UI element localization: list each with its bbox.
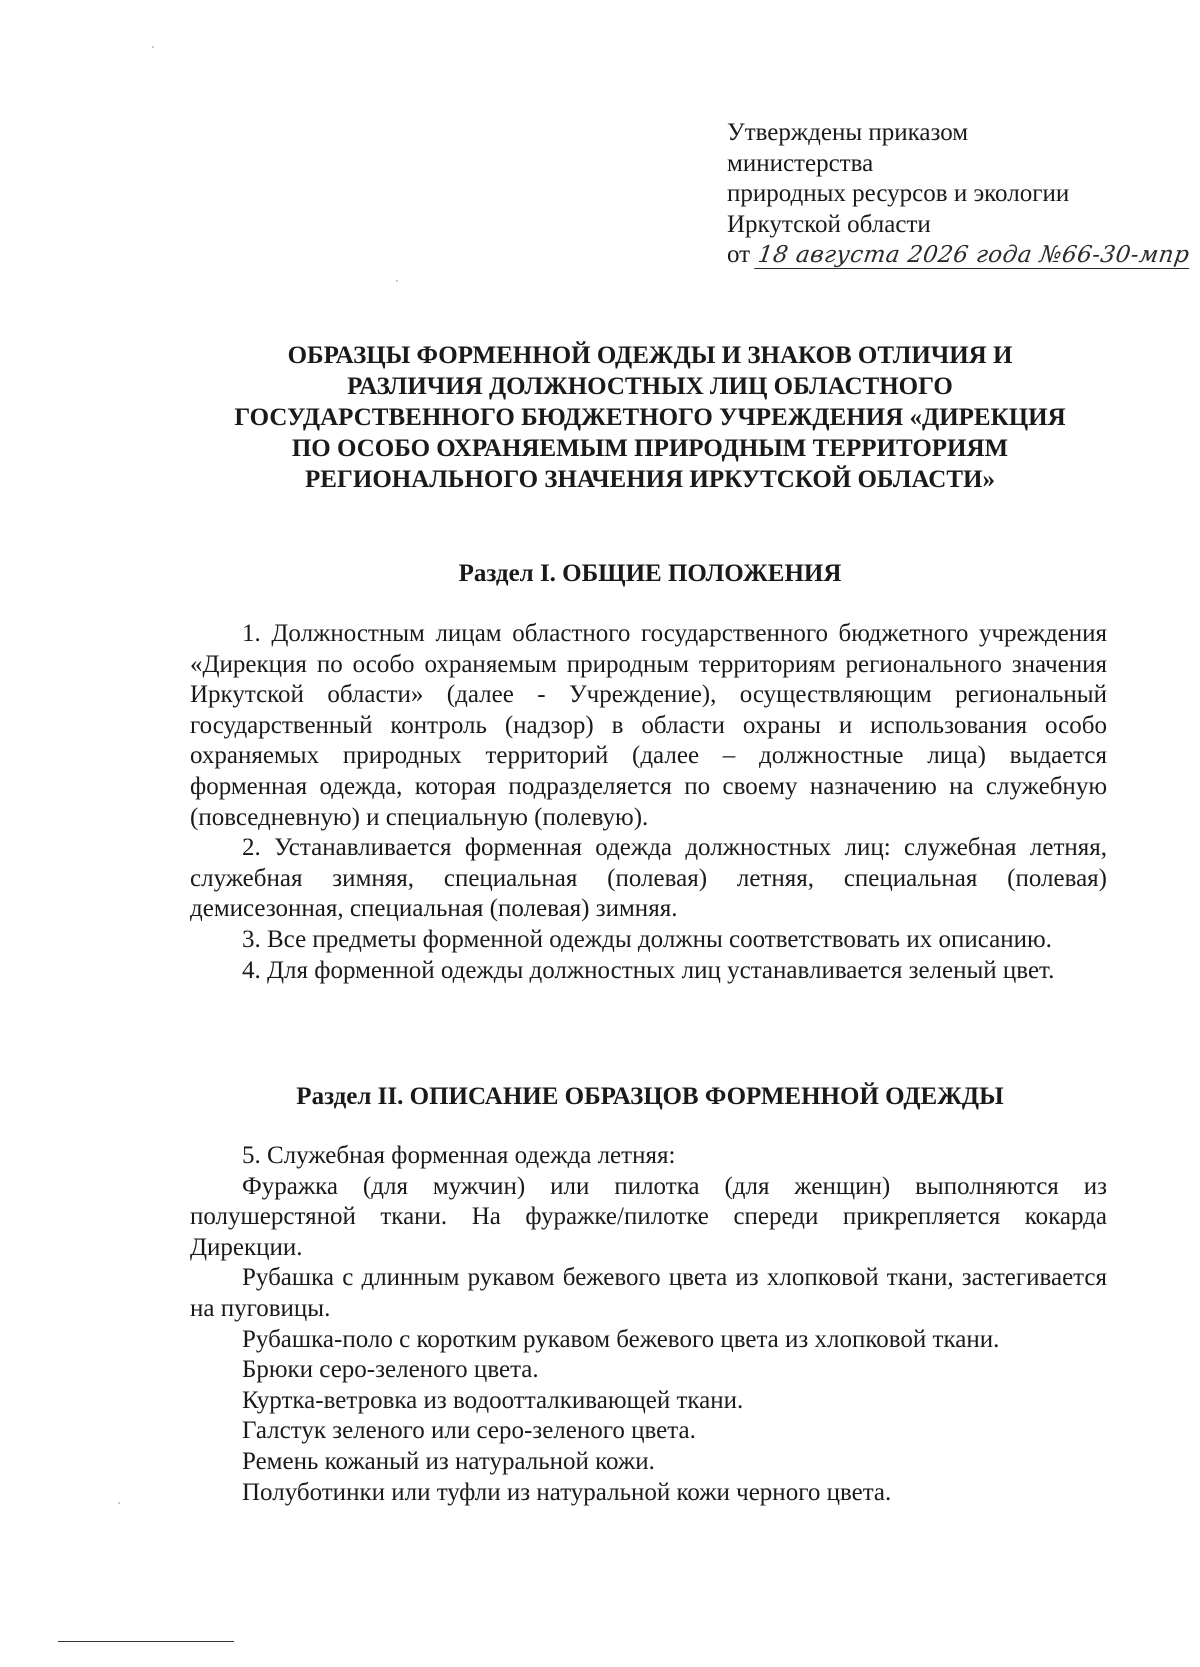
paragraph-12: Ремень кожаный из натуральной кожи. bbox=[242, 1447, 655, 1475]
paragraph-7: Рубашка с длинным рукавом бежевого цвета из хлопковой ткани, застегивается на пуговицы. bbox=[190, 1264, 1107, 1322]
title-line-4: ПО ОСОБО ОХРАНЯЕМЫМ ПРИРОДНЫМ ТЕРРИТОРИЯМ bbox=[291, 435, 1009, 462]
handwritten-order-date: 18 августа 2026 года №66-30-мпр bbox=[754, 242, 1193, 269]
title-line-5: РЕГИОНАЛЬНОГО ЗНАЧЕНИЯ ИРКУТСКОЙ ОБЛАСТИ» bbox=[305, 466, 995, 493]
approval-line-1: Утверждены приказом bbox=[727, 119, 969, 146]
title-line-2: РАЗЛИЧИЯ ДОЛЖНОСТНЫХ ЛИЦ ОБЛАСТНОГО bbox=[347, 373, 953, 400]
approval-block bbox=[727, 118, 1192, 271]
section-2-heading: Раздел II. ОПИСАНИЕ ОБРАЗЦОВ ФОРМЕННОЙ ОДЕЖДЫ bbox=[296, 1083, 1004, 1110]
paragraph-10: Куртка-ветровка из водоотталкивающей ткани. bbox=[242, 1386, 744, 1414]
section-1-heading: Раздел I. ОБЩИЕ ПОЛОЖЕНИЯ bbox=[458, 560, 842, 587]
title-line-1: ОБРАЗЦЫ ФОРМЕННОЙ ОДЕЖДЫ И ЗНАКОВ ОТЛИЧИЯ И bbox=[287, 342, 1013, 369]
title-line-3: ГОСУДАРСТВЕННОГО БЮДЖЕТНОГО УЧРЕЖДЕНИЯ «ДИРЕКЦИЯ bbox=[234, 404, 1066, 431]
paragraph-13: Полуботинки или туфли из натуральной кожи черного цвета. bbox=[242, 1478, 892, 1506]
paragraph-5: 5. Служебная форменная одежда летняя: bbox=[242, 1142, 676, 1169]
section-2-body bbox=[190, 1141, 1107, 1508]
paragraph-4: 4. Для форменной одежды должностных лиц устанавливается зеленый цвет. bbox=[242, 956, 1055, 984]
paragraph-8: Рубашка-поло с коротким рукавом бежевого цвета из хлопковой ткани. bbox=[242, 1325, 1000, 1353]
section-1-body bbox=[190, 619, 1107, 986]
paragraph-3: 3. Все предметы форменной одежды должны соответствовать их описанию. bbox=[242, 925, 1052, 953]
paragraph-6: Фуражка (для мужчин) или пилотка (для женщин) выполняются из полушерстяной ткани. На фуражке/пилотке спереди прикрепляется кокарда Дирекции. bbox=[190, 1172, 1107, 1261]
paragraph-2: 2. Устанавливается форменная одежда должностных лиц: служебная летняя, служебная зимняя, специальная (полевая) летняя, специальная (полевая) демисезонная, специальная (полевая) зимняя. bbox=[190, 834, 1107, 923]
approval-date-prefix: от bbox=[727, 241, 751, 268]
approval-date-line bbox=[727, 240, 1192, 271]
approval-line-3: природных ресурсов и экологии bbox=[727, 180, 1070, 207]
scan-speck bbox=[152, 46, 154, 48]
scan-speck bbox=[396, 280, 398, 282]
scan-speck bbox=[118, 1502, 120, 1504]
footnote-separator bbox=[58, 1641, 234, 1642]
document-title bbox=[150, 340, 1150, 495]
paragraph-9: Брюки серо-зеленого цвета. bbox=[242, 1356, 539, 1384]
paragraph-11: Галстук зеленого или серо-зеленого цвета. bbox=[242, 1417, 696, 1445]
approval-line-2: министерства bbox=[727, 149, 874, 177]
approval-line-4: Иркутской области bbox=[727, 210, 931, 238]
paragraph-1: 1. Должностным лицам областного государственного бюджетного учреждения «Дирекция по особо охраняемым природным территориям регионального значения Иркутской области» (далее - Учреждение), осуществляющим региональный государственный контроль (надзор) в области охраны и использования особо охраняемых природных территорий (далее – должностные лица) выдается форменная одежда, которая подразделяется по своему назначению на служебную (повседневную) и специальную (полевую). bbox=[190, 620, 1107, 831]
